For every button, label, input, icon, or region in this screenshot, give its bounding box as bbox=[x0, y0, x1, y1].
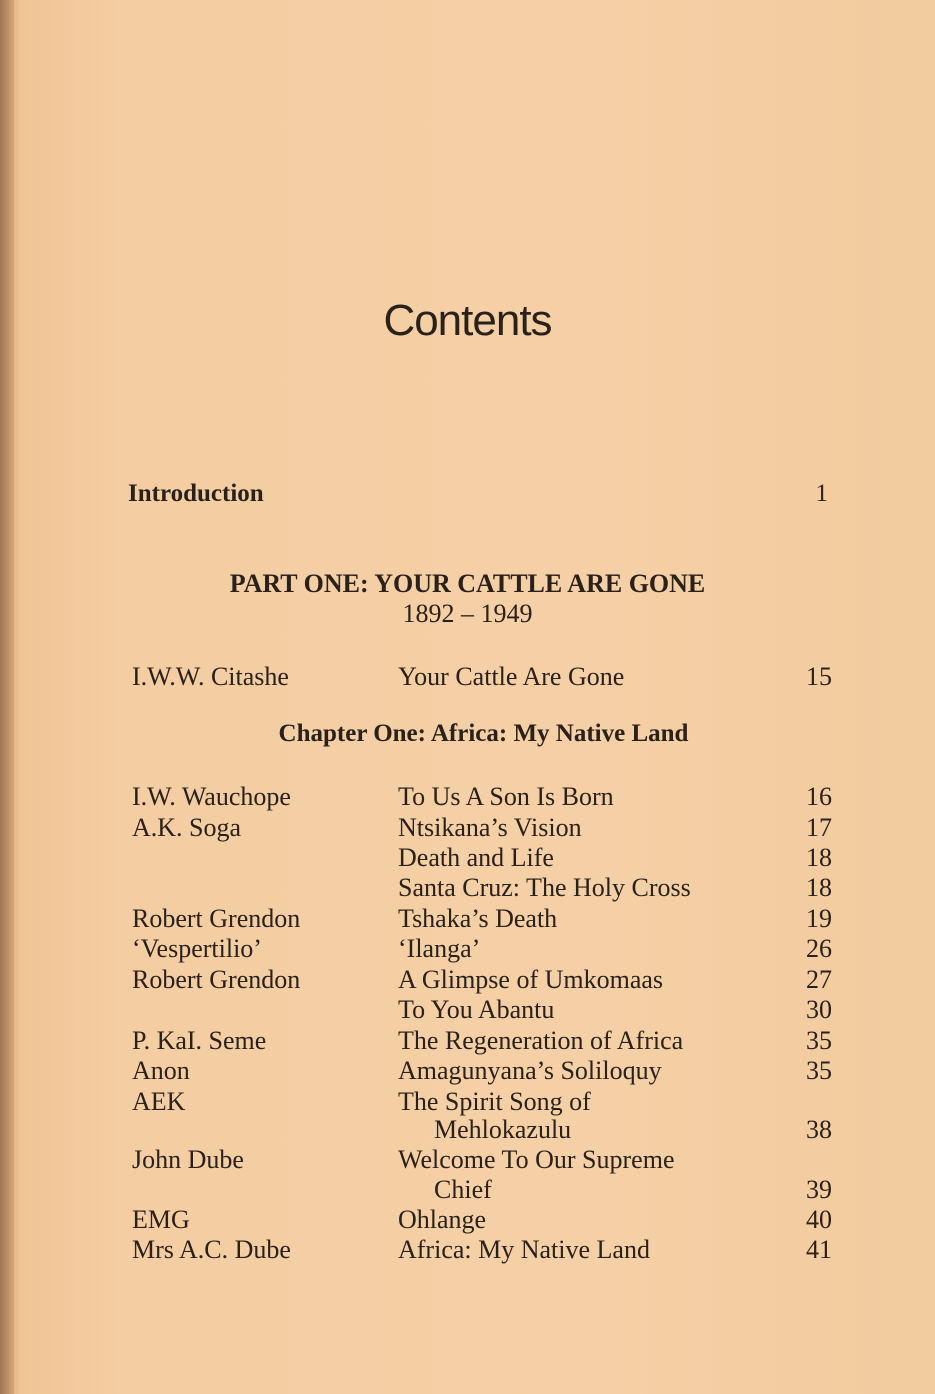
entry-title: Ntsikana’s Vision bbox=[398, 813, 582, 842]
entry-title: Tshaka’s Death bbox=[398, 904, 558, 933]
entry-author: EMG bbox=[132, 1205, 190, 1234]
entry-page: 26 bbox=[806, 934, 832, 963]
part-one-years: 1892 – 1949 bbox=[402, 599, 533, 628]
entry-page: 19 bbox=[806, 904, 832, 933]
entry-author: Anon bbox=[132, 1056, 190, 1085]
entry-title: ‘Ilanga’ bbox=[398, 934, 481, 963]
introduction-label: Introduction bbox=[128, 480, 264, 507]
entry-page: 15 bbox=[806, 662, 832, 691]
toc-entry bbox=[0, 1087, 935, 1117]
entry-title: Welcome To Our Supreme bbox=[398, 1145, 675, 1174]
toc-entry bbox=[0, 662, 935, 692]
entry-author: John Dube bbox=[132, 1145, 244, 1174]
entry-title: Amagunyana’s Soliloquy bbox=[398, 1056, 662, 1085]
toc-entry bbox=[0, 904, 935, 934]
entry-page: 40 bbox=[806, 1205, 832, 1234]
entry-author: I.W.W. Citashe bbox=[132, 662, 289, 691]
entry-author: A.K. Soga bbox=[132, 813, 242, 842]
toc-entry bbox=[0, 782, 935, 812]
toc-entry bbox=[0, 1115, 935, 1145]
toc-entry bbox=[0, 965, 935, 995]
entry-author: AEK bbox=[132, 1087, 186, 1116]
entry-title: Africa: My Native Land bbox=[398, 1235, 650, 1264]
entry-page: 35 bbox=[806, 1026, 832, 1055]
entry-author: Robert Grendon bbox=[132, 904, 301, 933]
toc-entry bbox=[0, 1235, 935, 1265]
toc-entry bbox=[0, 1056, 935, 1086]
entry-author: P. KaI. Seme bbox=[132, 1026, 267, 1055]
entry-author: Mrs A.C. Dube bbox=[132, 1235, 291, 1264]
entry-author: Robert Grendon bbox=[132, 965, 301, 994]
part-one-heading: PART ONE: YOUR CATTLE ARE GONE bbox=[229, 569, 706, 598]
entry-title: Mehlokazulu bbox=[434, 1115, 572, 1144]
entry-title: Your Cattle Are Gone bbox=[398, 662, 625, 691]
toc-entry bbox=[0, 873, 935, 903]
entry-title: Ohlange bbox=[398, 1205, 487, 1234]
entry-title: Santa Cruz: The Holy Cross bbox=[398, 873, 691, 902]
entry-title: The Spirit Song of bbox=[398, 1087, 591, 1116]
entry-author: I.W. Wauchope bbox=[132, 782, 291, 811]
entry-page: 17 bbox=[806, 813, 832, 842]
toc-entry bbox=[0, 934, 935, 964]
entry-page: 38 bbox=[806, 1115, 832, 1144]
entry-page: 18 bbox=[806, 843, 832, 872]
entry-page: 18 bbox=[806, 873, 832, 902]
toc-entry bbox=[0, 843, 935, 873]
entry-page: 41 bbox=[806, 1235, 832, 1264]
entry-page: 27 bbox=[806, 965, 832, 994]
entry-title: To Us A Son Is Born bbox=[398, 782, 614, 811]
entry-page: 39 bbox=[806, 1175, 832, 1204]
toc-entry bbox=[0, 1145, 935, 1175]
entry-title: Chief bbox=[434, 1175, 492, 1204]
toc-entry bbox=[0, 1205, 935, 1235]
entry-title: To You Abantu bbox=[398, 995, 555, 1024]
toc-entry bbox=[0, 1175, 935, 1205]
entry-title: Death and Life bbox=[398, 843, 554, 872]
entry-title: A Glimpse of Umkomaas bbox=[398, 965, 664, 994]
toc-entry bbox=[0, 995, 935, 1025]
toc-entry bbox=[0, 1026, 935, 1056]
page-title: Contents bbox=[383, 296, 552, 345]
entry-page: 35 bbox=[806, 1056, 832, 1085]
toc-entry bbox=[0, 813, 935, 843]
entry-author: ‘Vespertilio’ bbox=[132, 934, 262, 963]
chapter-one-heading: Chapter One: Africa: My Native Land bbox=[278, 720, 689, 747]
entry-title: The Regeneration of Africa bbox=[398, 1026, 684, 1055]
entry-page: 16 bbox=[806, 782, 832, 811]
entry-page: 30 bbox=[806, 995, 832, 1024]
introduction-page: 1 bbox=[815, 480, 828, 507]
